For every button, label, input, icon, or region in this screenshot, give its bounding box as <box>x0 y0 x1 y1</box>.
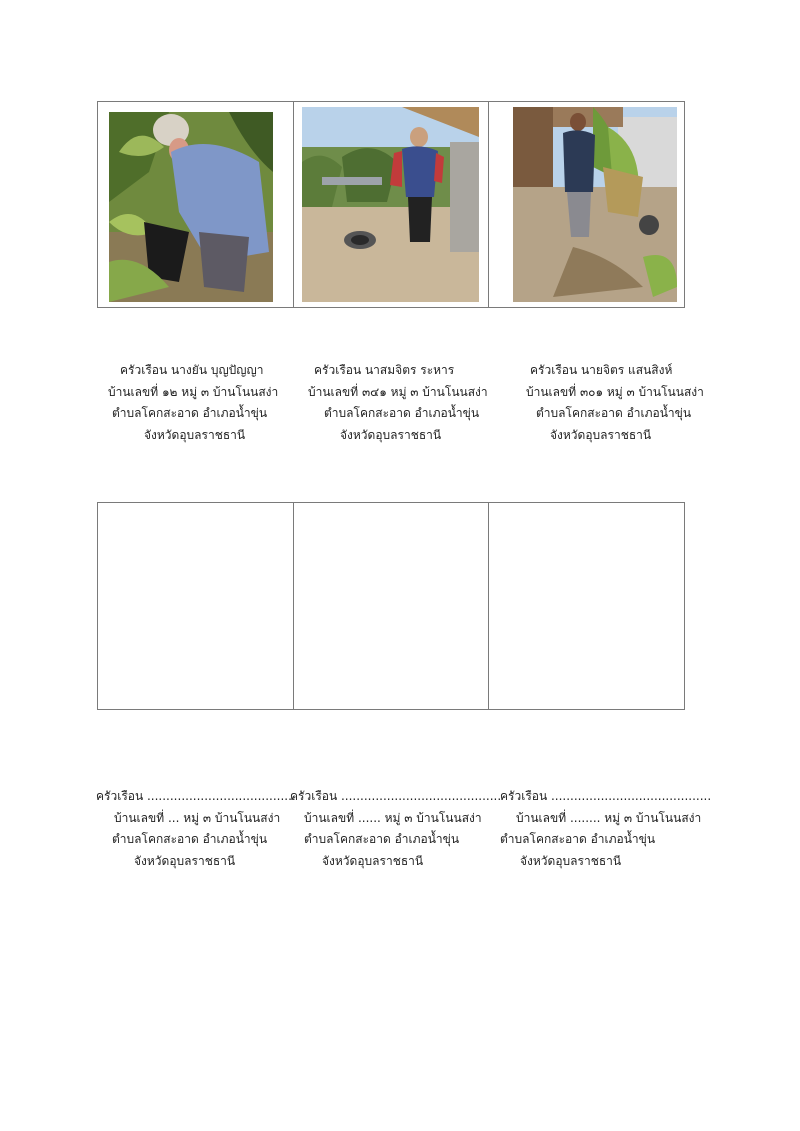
subdistrict-district: ตำบลโคกสะอาด อำเภอน้ำขุ่น <box>112 406 268 420</box>
photo-cell-1 <box>98 102 293 307</box>
caption-household-2 <box>308 360 488 446</box>
caption-household-3 <box>526 360 704 446</box>
photo-cell-2 <box>293 102 489 307</box>
caption-household-4 <box>96 786 296 872</box>
photo-table-row-1 <box>97 101 685 308</box>
house-number: บ้านเลขที่ ... หมู่ ๓ บ้านโนนสง่า <box>114 810 281 825</box>
province: จังหวัดอุบลราชธานี <box>550 427 652 442</box>
house-number: บ้านเลขที่ ๑๒ หมู่ ๓ บ้านโนนสง่า <box>108 384 279 399</box>
household-name-blank: ครัวเรือน ....................................... <box>96 789 296 803</box>
caption-household-5 <box>290 786 501 872</box>
house-number: บ้านเลขที่ ...... หมู่ ๓ บ้านโนนสง่า <box>304 810 482 825</box>
household-photo-2 <box>302 107 479 302</box>
subdistrict-district: ตำบลโคกสะอาด อำเภอน้ำขุ่น <box>304 832 460 846</box>
photo-cell-3 <box>488 102 684 307</box>
caption-household-1 <box>108 360 278 446</box>
empty-photo-cell-1 <box>98 503 293 709</box>
caption-household-6 <box>500 786 711 872</box>
household-name-blank: ครัวเรือน .......................................... <box>290 789 502 803</box>
house-number: บ้านเลขที่ ........ หมู่ ๓ บ้านโนนสง่า <box>516 810 702 825</box>
house-number: บ้านเลขที่ ๓๐๑ หมู่ ๓ บ้านโนนสง่า <box>526 384 704 399</box>
province: จังหวัดอุบลราชธานี <box>520 853 622 868</box>
household-photo-1 <box>109 112 273 302</box>
province: จังหวัดอุบลราชธานี <box>340 427 442 442</box>
household-name-blank: ครัวเรือน .......................................... <box>500 789 712 803</box>
empty-photo-cell-2 <box>293 503 489 709</box>
province: จังหวัดอุบลราชธานี <box>322 853 424 868</box>
household-name: ครัวเรือน นาสมจิตร ระหาร <box>314 363 455 377</box>
household-name: ครัวเรือน นางยัน บุญปัญญา <box>120 363 264 377</box>
household-photo-3 <box>513 107 677 302</box>
household-name: ครัวเรือน นายจิตร แสนสิงห์ <box>530 363 673 377</box>
subdistrict-district: ตำบลโคกสะอาด อำเภอน้ำขุ่น <box>536 406 692 420</box>
house-number: บ้านเลขที่ ๓๔๑ หมู่ ๓ บ้านโนนสง่า <box>308 384 488 399</box>
subdistrict-district: ตำบลโคกสะอาด อำเภอน้ำขุ่น <box>324 406 480 420</box>
province: จังหวัดอุบลราชธานี <box>134 853 236 868</box>
empty-photo-cell-3 <box>488 503 684 709</box>
province: จังหวัดอุบลราชธานี <box>144 427 246 442</box>
subdistrict-district: ตำบลโคกสะอาด อำเภอน้ำขุ่น <box>112 832 268 846</box>
subdistrict-district: ตำบลโคกสะอาด อำเภอน้ำขุ่น <box>500 832 656 846</box>
photo-table-row-2 <box>97 502 685 710</box>
